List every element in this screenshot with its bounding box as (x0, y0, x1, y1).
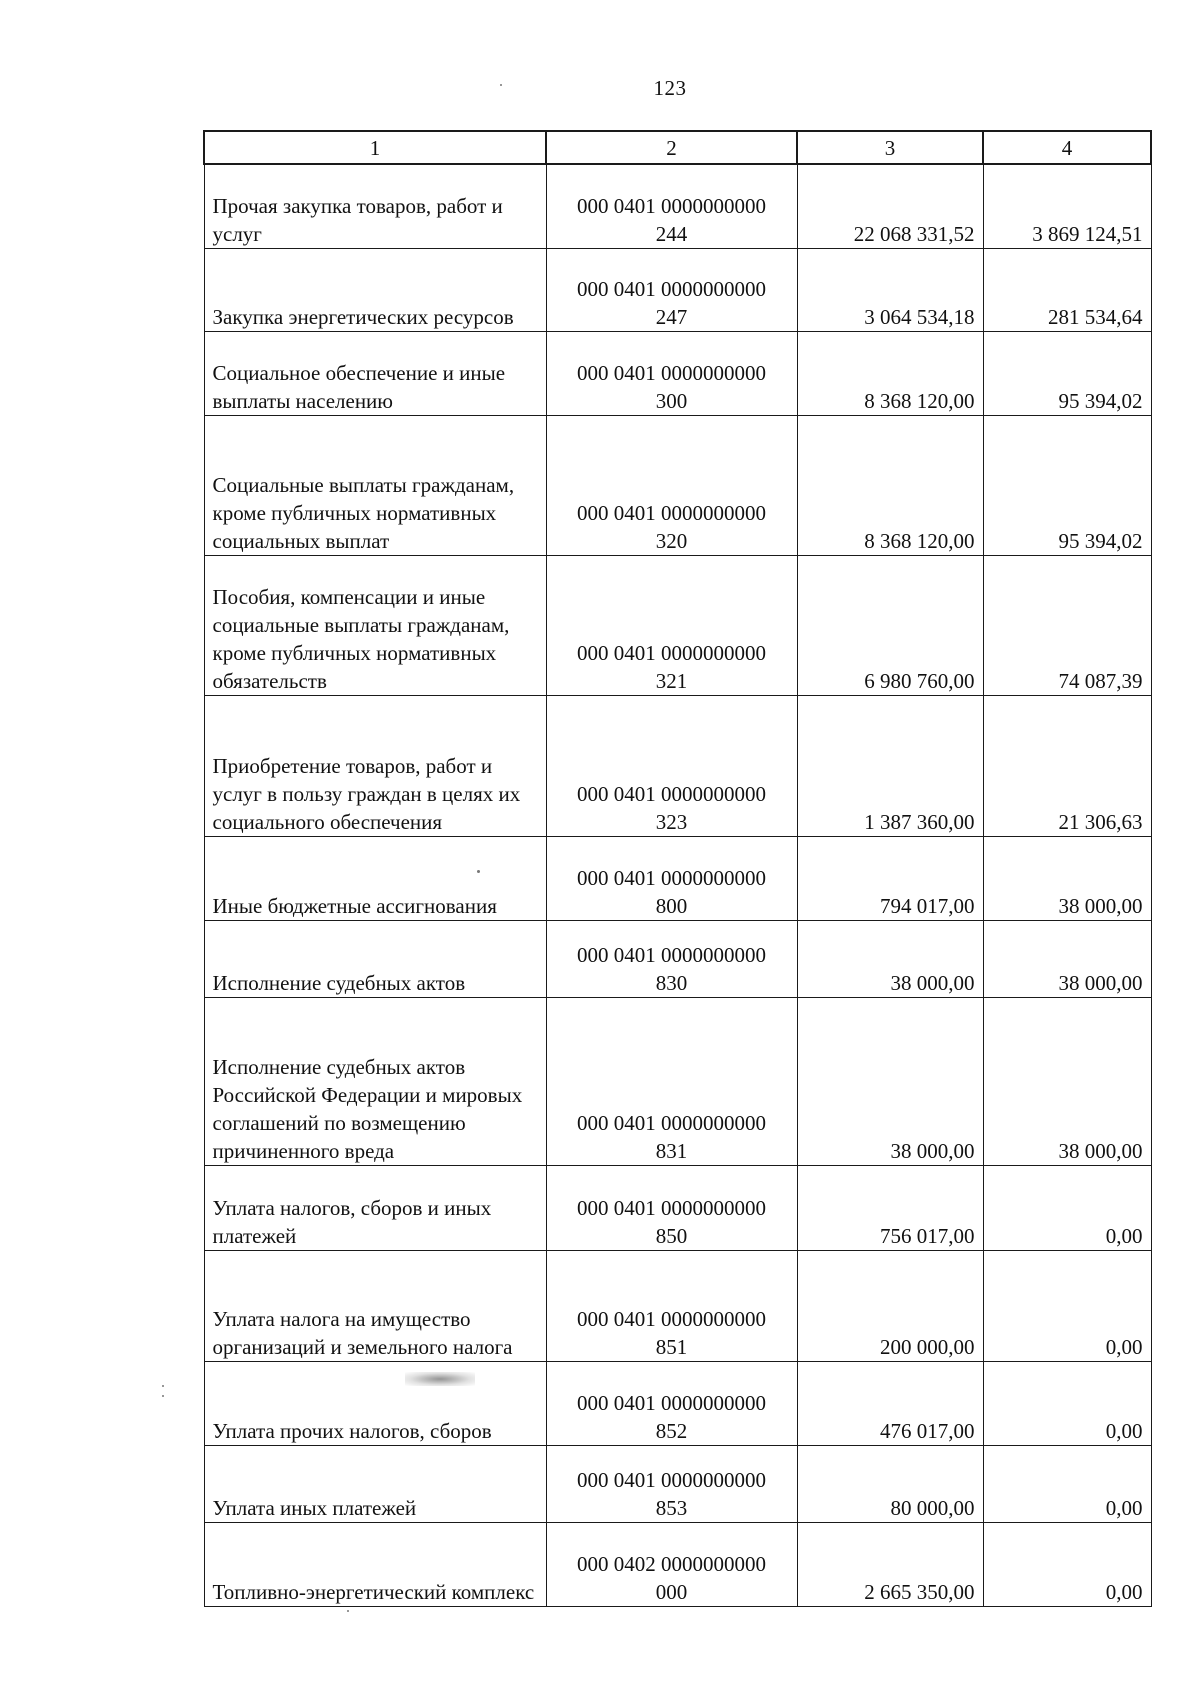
row-col3-value: 38 000,00 (797, 920, 983, 997)
row-col3-value: 38 000,00 (797, 997, 983, 1165)
row-code-cell (546, 1250, 797, 1361)
row-name-cell: Закупка энергетических ресурсов (204, 248, 546, 331)
scan-speck (477, 870, 480, 873)
row-col4-value: 38 000,00 (983, 836, 1151, 920)
row-name-cell: Исполнение судебных актов Российской Федерации и мировых соглашений по возмещению причиненного вреда (204, 997, 546, 1165)
row-col4-value: 74 087,39 (983, 555, 1151, 695)
budget-table (203, 130, 1152, 1607)
row-col3-value: 476 017,00 (797, 1361, 983, 1445)
scan-smudge (405, 1372, 475, 1386)
row-name-cell: Топливно-энергетический комплекс (204, 1522, 546, 1606)
table-row (204, 836, 1151, 920)
row-col3-value: 200 000,00 (797, 1250, 983, 1361)
row-col4-value: 281 534,64 (983, 248, 1151, 331)
row-code-cell (546, 836, 797, 920)
scan-speck (162, 1385, 164, 1387)
row-col4-value: 0,00 (983, 1250, 1151, 1361)
row-code-suffix: 321 (655, 668, 688, 693)
row-code-main: 000 0401 0000000000 (577, 640, 766, 665)
row-code-cell (546, 555, 797, 695)
table-row (204, 1361, 1151, 1445)
table-header (204, 131, 1151, 164)
row-code-cell (546, 415, 797, 555)
row-col3-value: 2 665 350,00 (797, 1522, 983, 1606)
row-name-cell: Исполнение судебных актов (204, 920, 546, 997)
row-name-cell: Уплата налогов, сборов и иных платежей (204, 1165, 546, 1250)
row-col3-value: 756 017,00 (797, 1165, 983, 1250)
row-col4-value: 0,00 (983, 1361, 1151, 1445)
row-code-suffix: 320 (655, 528, 688, 553)
row-code-main: 000 0401 0000000000 (577, 942, 766, 967)
header-col-4: 4 (983, 131, 1151, 164)
table-row (204, 1445, 1151, 1522)
row-col3-value: 794 017,00 (797, 836, 983, 920)
table-row (204, 555, 1151, 695)
row-col3-value: 22 068 331,52 (797, 164, 983, 248)
row-name-cell: Социальные выплаты гражданам, кроме публичных нормативных социальных выплат (204, 415, 546, 555)
row-code-cell (546, 1361, 797, 1445)
row-code-cell (546, 1522, 797, 1606)
row-code-suffix: 831 (655, 1138, 688, 1163)
page-number: 123 (653, 76, 687, 100)
row-code-suffix: 247 (655, 304, 688, 329)
row-code-main: 000 0401 0000000000 (577, 193, 766, 218)
row-code-suffix: 800 (655, 893, 688, 918)
table-row (204, 1250, 1151, 1361)
row-name-cell: Социальное обеспечение и иные выплаты населению (204, 331, 546, 415)
row-code-cell (546, 1445, 797, 1522)
table-row (204, 164, 1151, 248)
row-code-main: 000 0402 0000000000 (577, 1551, 766, 1576)
header-col-1: 1 (204, 131, 546, 164)
table-row (204, 248, 1151, 331)
row-col3-value: 8 368 120,00 (797, 331, 983, 415)
row-name-cell: Приобретение товаров, работ и услуг в пользу граждан в целях их социального обеспечения (204, 695, 546, 836)
table-row (204, 415, 1151, 555)
row-code-cell (546, 164, 797, 248)
row-code-suffix: 000 (655, 1579, 688, 1604)
row-code-main: 000 0401 0000000000 (577, 276, 766, 301)
row-code-suffix: 851 (655, 1334, 688, 1359)
row-code-suffix: 853 (655, 1495, 688, 1520)
row-code-suffix: 244 (655, 221, 688, 246)
row-code-suffix: 300 (655, 388, 688, 413)
table-row (204, 331, 1151, 415)
table-body (204, 164, 1151, 1606)
row-code-cell (546, 248, 797, 331)
row-code-suffix: 850 (655, 1223, 688, 1248)
row-code-main: 000 0401 0000000000 (577, 1390, 766, 1415)
row-code-cell (546, 997, 797, 1165)
row-col3-value: 3 064 534,18 (797, 248, 983, 331)
header-col-2: 2 (546, 131, 797, 164)
row-code-suffix: 830 (655, 970, 688, 995)
row-col4-value: 38 000,00 (983, 920, 1151, 997)
row-code-cell (546, 331, 797, 415)
scan-speck (347, 1610, 349, 1612)
row-name-cell: Пособия, компенсации и иные социальные выплаты гражданам, кроме публичных нормативных обязательств (204, 555, 546, 695)
row-code-cell (546, 695, 797, 836)
row-col4-value: 38 000,00 (983, 997, 1151, 1165)
row-col3-value: 8 368 120,00 (797, 415, 983, 555)
row-code-main: 000 0401 0000000000 (577, 360, 766, 385)
table-row (204, 997, 1151, 1165)
row-name-cell: Уплата налога на имущество организаций и земельного налога (204, 1250, 546, 1361)
row-col4-value: 0,00 (983, 1522, 1151, 1606)
row-code-suffix: 323 (655, 809, 688, 834)
row-col4-value: 21 306,63 (983, 695, 1151, 836)
row-code-main: 000 0401 0000000000 (577, 1467, 766, 1492)
header-row (204, 131, 1151, 164)
row-name-cell: Иные бюджетные ассигнования (204, 836, 546, 920)
row-col3-value: 6 980 760,00 (797, 555, 983, 695)
table-row (204, 1165, 1151, 1250)
table-row (204, 1522, 1151, 1606)
row-col4-value: 95 394,02 (983, 415, 1151, 555)
row-code-main: 000 0401 0000000000 (577, 1110, 766, 1135)
row-code-suffix: 852 (655, 1418, 688, 1443)
row-code-main: 000 0401 0000000000 (577, 500, 766, 525)
row-code-cell (546, 920, 797, 997)
scan-speck (162, 1395, 164, 1397)
row-code-main: 000 0401 0000000000 (577, 865, 766, 890)
row-col3-value: 1 387 360,00 (797, 695, 983, 836)
row-name-cell: Уплата иных платежей (204, 1445, 546, 1522)
scan-speck (500, 84, 502, 86)
row-col4-value: 0,00 (983, 1165, 1151, 1250)
table-row (204, 695, 1151, 836)
row-code-main: 000 0401 0000000000 (577, 1306, 766, 1331)
header-col-3: 3 (797, 131, 983, 164)
table-row (204, 920, 1151, 997)
row-code-main: 000 0401 0000000000 (577, 1195, 766, 1220)
row-code-cell (546, 1165, 797, 1250)
row-col4-value: 3 869 124,51 (983, 164, 1151, 248)
row-col4-value: 0,00 (983, 1445, 1151, 1522)
row-col4-value: 95 394,02 (983, 331, 1151, 415)
row-name-cell: Прочая закупка товаров, работ и услуг (204, 164, 546, 248)
row-code-main: 000 0401 0000000000 (577, 781, 766, 806)
row-col3-value: 80 000,00 (797, 1445, 983, 1522)
row-name-cell: Уплата прочих налогов, сборов (204, 1361, 546, 1445)
